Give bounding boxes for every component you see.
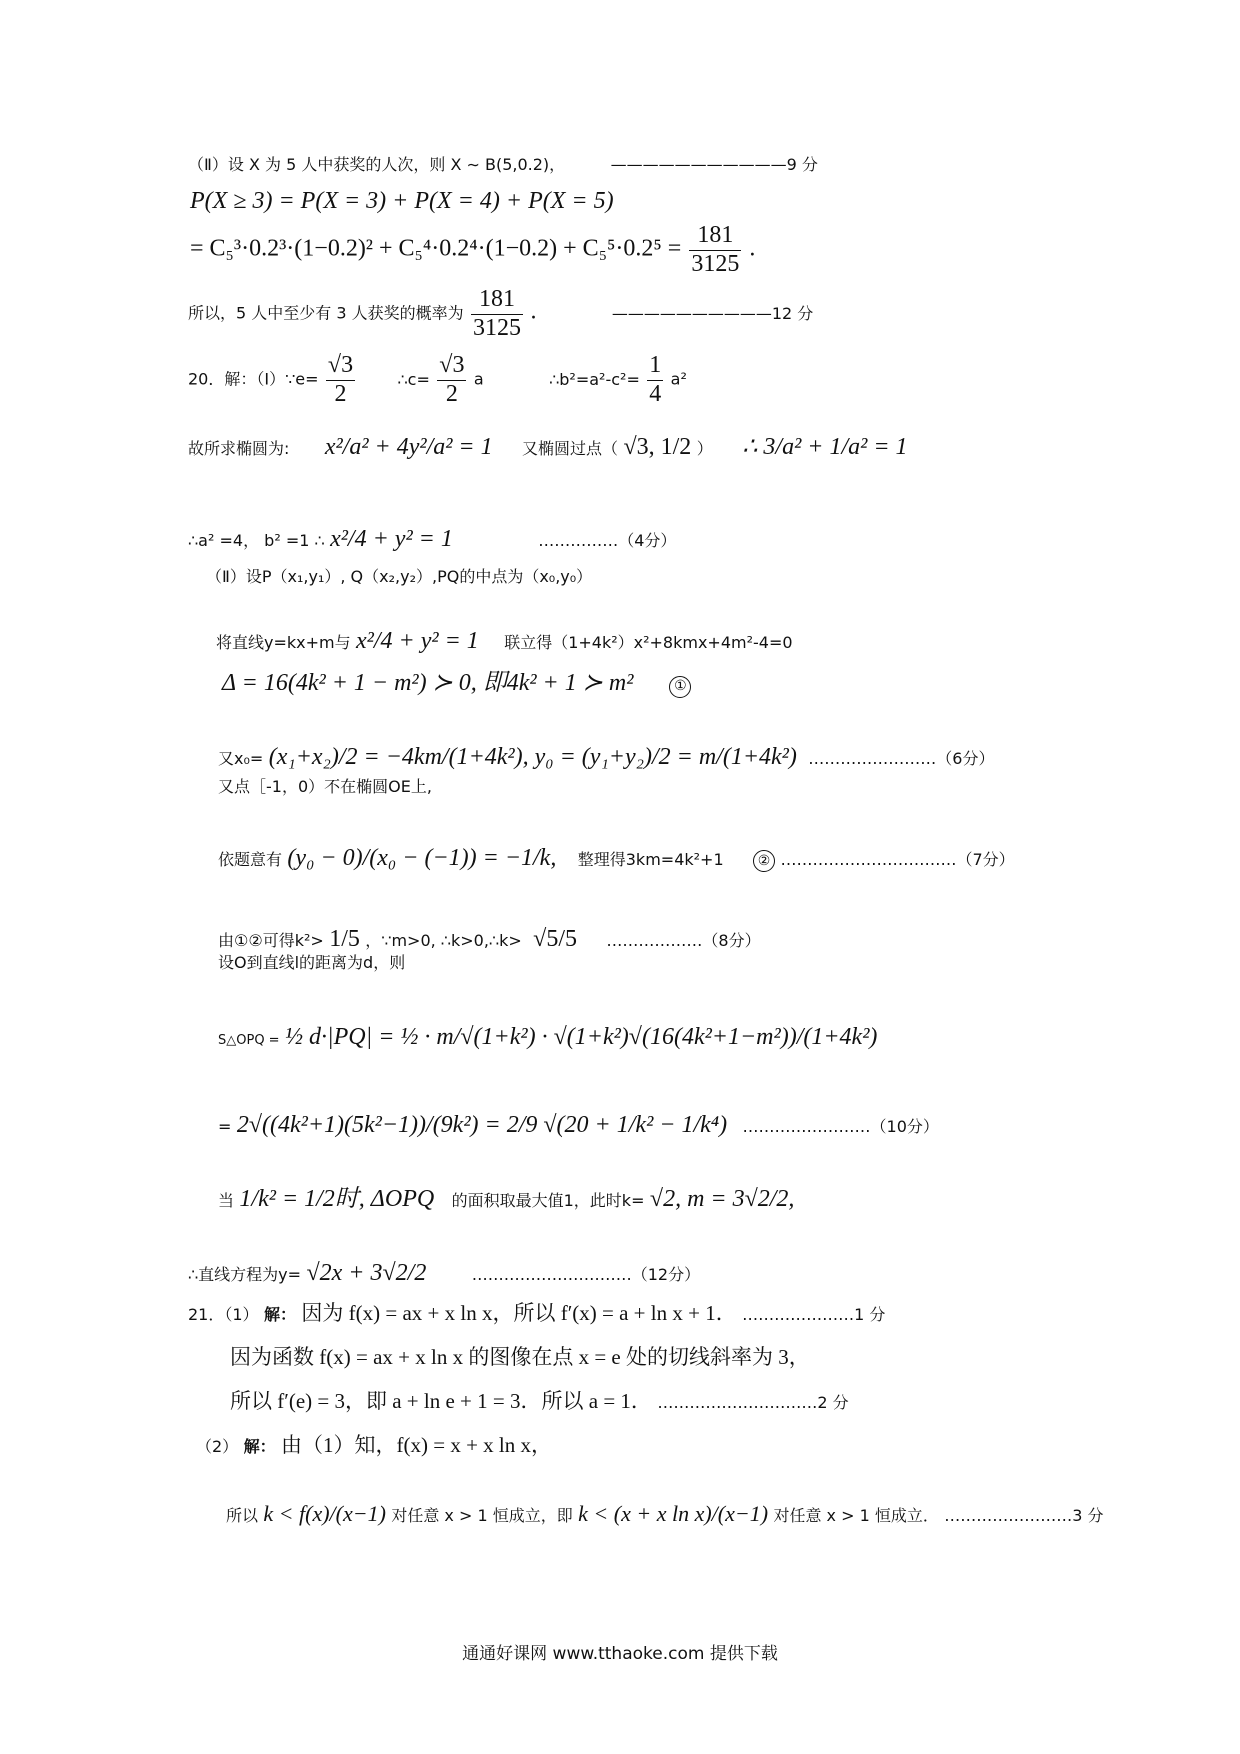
k-inequality-1: k < f(x)/(x−1) [263,1501,386,1526]
prob-equation: P(X ≥ 3) = P(X = 3) + P(X = 4) + P(X = 5) [190,188,614,214]
line-4: 所以，5 人中至少有 3 人获奖的概率为 $\frac{181}{3125}$ . ——————————12 分 [188,286,814,341]
marker-1: ① [669,676,691,698]
conclusion-fraction: $\frac{181}{3125}$ [473,286,522,341]
p20-line-m: = 2√((4k²+1)(5k²−1))/(9k²) = 2/9 √(20 + 1/k² − 1/k⁴) ……………………（10分） [218,1112,939,1138]
p20-line-n: 当 1/k² = 1/2时, ΔOPQ 的面积取最大值1，此时k= √2, m = 3√2/2, [218,1186,795,1212]
e-fraction: $\frac{√3}{2}$ [327,352,354,407]
p20-line-a: 20．解：（Ⅰ）∵e= $\frac{√3}{2}$ ∴c= $\frac{√3}{2}$ a ∴b²=a²-c²= $\frac{1}{4}$ a² [188,352,687,407]
p21-line-b: 因为函数 f(x) = ax + x ln x 的图像在点 x = e 处的切线斜率为 3， [230,1345,810,1369]
score-12a: ——————————12 分 [611,303,814,323]
conclusion-text: 所以，5 人中至少有 3 人获奖的概率为 [188,303,464,323]
midpoint-eq: (x₁+x₂)/2 = −4km/(1+4k²), y₀ = (y₁+y₂)/2 = m/(1+4k²) [268,744,797,770]
marker-2: ② [753,850,775,872]
line-1-text: （Ⅱ）设 X 为 5 人中获奖的人次，则 X ∼ B(5,0.2)， [188,155,566,174]
ellipse-eq: x²/4 + y² = 1 [330,526,453,552]
p21-line-a: 21．（1） 解： 因为 f(x) = ax + x ln x，所以 f′(x) = a + ln x + 1． …………………1 分 [188,1301,886,1325]
p20-line-b: 故所求椭圆为: x²/a² + 4y²/a² = 1 又椭圆过点（ √3, 1/2 ） ∴ 3/a² + 1/a² = 1 [188,434,908,460]
p21-line-e: 所以 k < f(x)/(x−1) 对任意 x > 1 恒成立，即 k < (x + x ln x)/(x−1) 对任意 x > 1 恒成立． ……………………3 分 [226,1501,1104,1526]
discriminant-ineq: Δ = 16(4k² + 1 − m²) ≻ 0, 即4k² + 1 ≻ m² [222,670,634,696]
score-10: ……………………（10分） [742,1117,939,1136]
k-inequality-2: k < (x + x ln x)/(x−1) [578,1501,769,1526]
binomial-sum: = C₅³·0.2³·(1−0.2)² + C₅⁴·0.2⁴·(1−0.2) + C₅⁵·0.2⁵ = $\frac{181}{3125}$ . [190,222,756,277]
area-formula: ½ d·|PQ| = ½ · m/√(1+k²) · √(1+k²)√(16(4k²+1−m²))/(1+4k²) [285,1024,878,1050]
ellipse-general-eq: x²/a² + 4y²/a² = 1 [324,434,493,460]
score-3: ……………………3 分 [944,1506,1104,1525]
p20-line-e: 将直线y=kx+m与 x²/4 + y² = 1 联立得（1+4k²）x²+8kmx+4m²-4=0 [216,628,793,654]
footer-credit: 通通好课网 www.tthaoke.com 提供下载 [462,1644,778,1664]
p20-line-h: 又点［-1，0）不在椭圆OE上, [218,777,432,796]
score-4: ……………（4分） [538,531,677,550]
c-fraction: $\frac{√3}{2}$ [439,352,465,407]
p20-line-c: ∴a² =4， b² =1 ∴ x²/4 + y² = 1 ……………（4分） [188,526,677,552]
score-9: ———————————9 分 [610,155,818,174]
p20-line-g: 又x₀= (x₁+x₂)/2 = −4km/(1+4k²), y₀ = (y₁+y₂)/2 = m/(1+4k²) ……………………（6分） [218,744,995,770]
score-7: ……………………………（7分） [780,850,1015,869]
p20-line-k: 设O到直线l的距离为d，则 [218,953,406,972]
p20-line-j: 由①②可得k²> 1/5 ，∵m>0, ∴k>0,∴k> √5/5 ………………（8分） [218,926,761,952]
p20-line-i: 依题意有 (y₀ − 0)/(x₀ − (−1)) = −1/k, 整理得3km=4k²+1 ② ……………………………（7分） [218,845,1015,871]
p20-line-f [222,668,691,698]
slope-eq: (y₀ − 0)/(x₀ − (−1)) = −1/k, [287,845,557,871]
score-6: ……………………（6分） [808,749,995,768]
k-bound: √5/5 [533,926,578,952]
line-1 [188,155,818,176]
p20-line-o: ∴直线方程为y= √2x + 3√2/2 …………………………（12分） [188,1260,701,1286]
substitution-eq: ∴ 3/a² + 1/a² = 1 [742,434,908,460]
score-8: ………………（8分） [606,931,761,950]
max-condition: 1/k² = 1/2时, ΔOPQ [239,1186,435,1212]
score-12b: …………………………（12分） [471,1265,701,1284]
p20-line-l: S△OPQ = ½ d·|PQ| = ½ · m/√(1+k²) · √(1+k²)√(16(4k²+1−m²))/(1+4k²) [218,1024,878,1050]
k-sq-bound: 1/5 [329,926,360,952]
derivative-text: 因为 f(x) = ax + x ln x，所以 f′(x) = a + ln x + 1． [301,1301,737,1325]
p21-line-d: （2） 解： 由（1）知，f(x) = x + x ln x， [196,1433,553,1457]
binomial-expr: = C₅³·0.2³·(1−0.2)² + C₅⁴·0.2⁴·(1−0.2) + C₅⁵·0.2⁵ = [190,235,682,262]
line-equation: √2x + 3√2/2 [306,1260,427,1286]
p20-line-d: （Ⅱ）设P（x₁,y₁）, Q（x₂,y₂）,PQ的中点为（x₀,y₀） [206,567,593,586]
b-fraction: $\frac{1}{4}$ [649,352,662,407]
ellipse-eq-2: x²/4 + y² = 1 [356,628,479,654]
point-coords: √3, 1/2 [623,434,692,460]
area-simplified: 2√((4k²+1)(5k²−1))/(9k²) = 2/9 √(20 + 1/k² − 1/k⁴) [236,1112,728,1138]
k-m-values: √2, m = 3√2/2, [649,1186,795,1212]
score-1: …………………1 分 [742,1305,886,1324]
p21-line-c: 所以 f′(e) = 3，即 a + ln e + 1 = 3．所以 a = 1． …………………………2 分 [230,1389,849,1413]
prob-fraction: $\frac{181}{3125}$ [691,222,740,277]
score-2: …………………………2 分 [657,1393,849,1412]
